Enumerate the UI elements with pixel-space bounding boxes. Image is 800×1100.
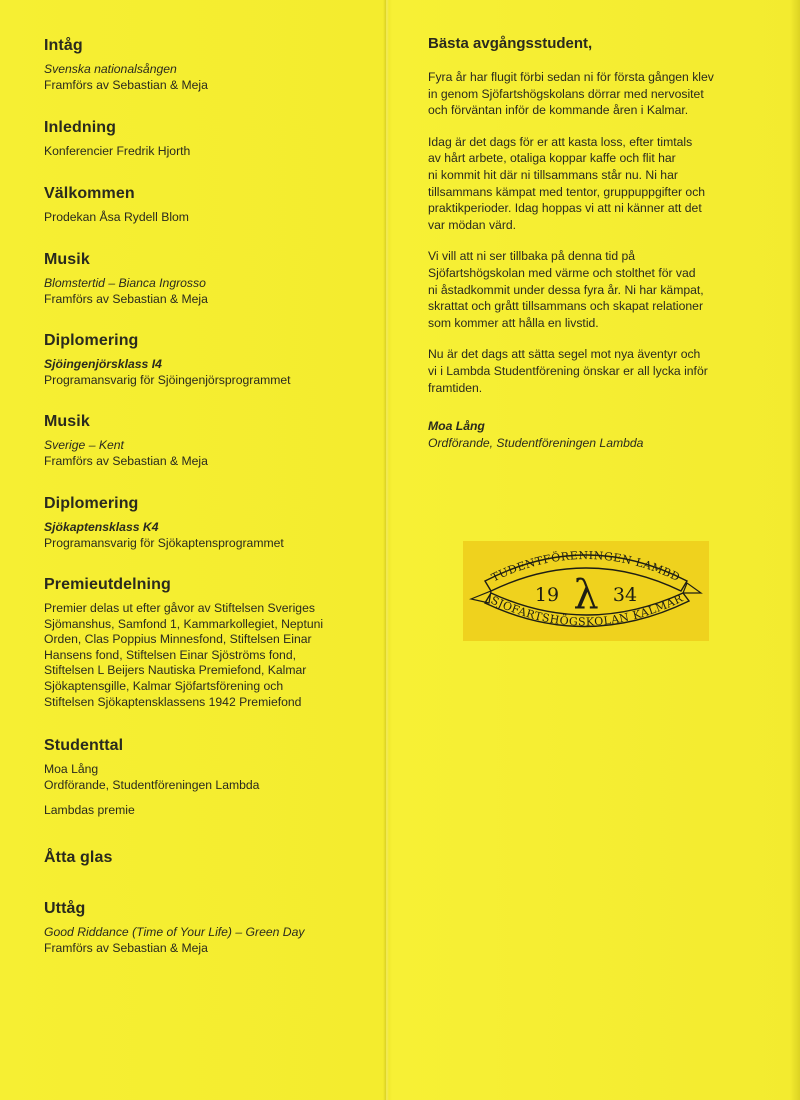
logo-bottom-text: SJÖFARTSHÖGSKOLAN KALMAR [488, 591, 686, 629]
lambda-logo-graphic [463, 541, 709, 641]
program-item-line: Orden, Clas Poppius Minnesfond, Stiftelsen Einar [44, 632, 312, 647]
letter-line: skrattat och grått tillsammans och skapat relationer [428, 299, 704, 314]
program-item [44, 250, 384, 307]
program-item-line: Premier delas ut efter gåvor av Stiftelsen Sveriges [44, 601, 315, 615]
letter-line: Nu är det dags att sätta segel mot nya äventyr och [428, 347, 701, 362]
signature-name: Moa Lång [428, 419, 485, 434]
letter-paragraph [428, 346, 763, 396]
letter-line: framtiden. [428, 380, 483, 395]
program-item [44, 184, 384, 226]
lambda-symbol: λ [573, 572, 599, 618]
letter-line: praktikperioder. Idag hoppas vi att ni känner att det [428, 201, 702, 216]
program-item-line: Prodekan Åsa Rydell Blom [44, 210, 189, 224]
program-item-line: Programansvarig för Sjöingenjörsprogrammet [44, 372, 291, 387]
program-item [44, 412, 384, 469]
year-left: 19 [534, 584, 560, 606]
program-item-title: Musik [44, 413, 90, 430]
letter-line: ni åstadkommit under dessa fyra år. Ni har kämpat, [428, 282, 704, 297]
letter-paragraph [428, 248, 763, 331]
program-item [44, 36, 384, 93]
program-item [44, 736, 384, 819]
letter-body [428, 69, 763, 396]
letter-paragraph [428, 69, 763, 119]
program-item-line: Konferencier Fredrik Hjorth [44, 144, 191, 158]
program-item-title: Studenttal [44, 737, 124, 754]
program-item-line: Sjökaptensgille, Kalmar Sjöfartsförening och [44, 678, 284, 693]
letter-line: var mödan värd. [428, 217, 517, 232]
program-item [44, 899, 384, 956]
letter-line: av hårt arbete, otaliga koppar kaffe och flit har [428, 151, 676, 166]
program-item [44, 494, 384, 551]
signature-role: Ordförande, Studentföreningen Lambda [428, 435, 644, 450]
letter-greeting: Bästa avgångsstudent, [428, 35, 593, 52]
program-item-line: Framförs av Sebastian & Meja [44, 940, 208, 955]
letter-line: in genom Sjöfartshögskolans dörrar med nervositet [428, 86, 704, 101]
program-item-line: Framförs av Sebastian & Meja [44, 77, 208, 92]
letter-line: som kommer att hålla en livstid. [428, 315, 599, 330]
program-item-title: Musik [44, 251, 90, 268]
program-item-line: Framförs av Sebastian & Meja [44, 453, 208, 468]
letter-line: och förväntan inför de kommande åren i Kalmar. [428, 103, 689, 118]
program-item-title: Diplomering [44, 495, 139, 512]
program-item-line: Framförs av Sebastian & Meja [44, 291, 208, 306]
lambda-logo [463, 541, 709, 641]
program-item [44, 848, 384, 874]
program-item-line: Blomstertid – Bianca Ingrosso [44, 276, 206, 290]
letter-line: tillsammans kämpat med tentor, gruppuppgifter och [428, 184, 706, 199]
program-item-line: Sjöingenjörsklass I4 [44, 357, 162, 371]
program-item-line: Sverige – Kent [44, 438, 124, 452]
letter-line: Idag är det dags för er att kasta loss, efter timtals [428, 134, 693, 149]
program-item-line: Hansens fond, Stiftelsen Einar Sjöströms fond, [44, 647, 297, 662]
spacer [44, 793, 384, 803]
program-item-title: Inledning [44, 119, 117, 136]
program-item [44, 118, 384, 160]
letter-line: Sjöfartshögskolan med värme och stolthet för vad [428, 265, 696, 280]
program-item-line: Sjökaptensklass K4 [44, 520, 159, 534]
program-item [44, 575, 384, 710]
program-item-line: Programansvarig för Sjökaptensprogrammet [44, 535, 284, 550]
letter-line: ni kommit hit där ni tillsammans står nu. Ni har [428, 167, 678, 182]
letter-paragraph [428, 134, 763, 234]
program-item-line: Ordförande, Studentföreningen Lambda [44, 777, 260, 792]
letter-line: Fyra år har flugit förbi sedan ni för första gången klev [428, 70, 714, 84]
program-item-title: Uttåg [44, 900, 86, 917]
logo-top-text: TUDENTFÖRENINGEN LAMBD [489, 548, 683, 585]
letter-line: vi i Lambda Studentförening önskar er all lycka inför [428, 363, 708, 378]
program-item-title: Åtta glas [44, 849, 113, 866]
letter-line: Vi vill att ni ser tillbaka på denna tid på [428, 249, 636, 264]
program-item-line: Stiftelsen L Beijers Nautiska Premiefond, Kalmar [44, 663, 307, 678]
year-right: 34 [612, 584, 638, 606]
program-item-title: Premieutdelning [44, 576, 171, 593]
paper-edge [790, 0, 800, 1100]
program-item-line: Moa Lång [44, 762, 99, 776]
program-item-line: Stiftelsen Sjökaptensklassens 1942 Premiefond [44, 694, 302, 709]
program-item [44, 331, 384, 388]
program-item-line: Sjömanshus, Samfond 1, Kammarkollegiet, Neptuni [44, 616, 324, 631]
program-item-title: Välkommen [44, 185, 135, 202]
welcome-letter [428, 34, 763, 451]
program-item-line: Svenska nationalsången [44, 62, 177, 76]
program-item-title: Diplomering [44, 332, 139, 349]
program-item-title: Intåg [44, 37, 83, 54]
program-item-line: Good Riddance (Time of Your Life) – Green Day [44, 925, 305, 939]
program-item-line: Lambdas premie [44, 803, 135, 818]
